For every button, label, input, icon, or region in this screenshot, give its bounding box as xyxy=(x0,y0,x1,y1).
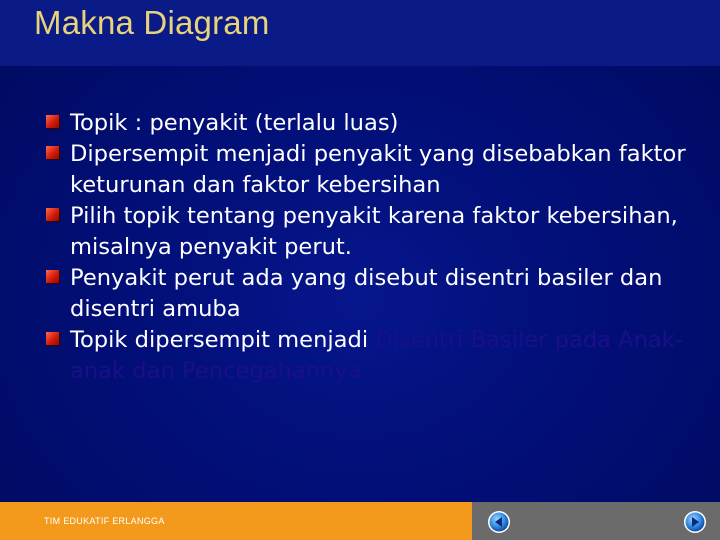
bullet-square-icon xyxy=(46,332,59,345)
bullet-list xyxy=(46,108,686,387)
footer-text: TIM EDUKATIF ERLANGGA xyxy=(44,516,165,526)
bullet-text: Penyakit perut ada yang disebut disentri basiler dan disentri amuba xyxy=(70,265,663,322)
bullet-square-icon xyxy=(46,146,59,159)
bullet-square-icon xyxy=(46,208,59,221)
bullet-item xyxy=(46,325,686,387)
bullet-text: Pilih topik tentang penyakit karena faktor kebersihan, misalnya penyakit perut. xyxy=(70,203,678,260)
bullet-text: Dipersempit menjadi penyakit yang disebabkan faktor keturunan dan faktor kebersihan xyxy=(70,141,686,198)
bullet-text: Topik dipersempit menjadi xyxy=(70,327,376,353)
bullet-item xyxy=(46,139,686,201)
bullet-item xyxy=(46,263,686,325)
bullet-item xyxy=(46,108,686,139)
next-slide-button[interactable] xyxy=(683,510,707,534)
bullet-item xyxy=(46,201,686,263)
bullet-text: Topik : penyakit (terlalu luas) xyxy=(70,110,399,136)
arrow-right-icon xyxy=(683,510,707,534)
previous-slide-button[interactable] xyxy=(487,510,511,534)
bullet-square-icon xyxy=(46,115,59,128)
bullet-square-icon xyxy=(46,270,59,283)
bullet-highlight-text: Disentri Basiler pada Anak-anak dan Pencegahannya. xyxy=(70,327,684,384)
arrow-left-icon xyxy=(487,510,511,534)
slide-title: Makna Diagram xyxy=(34,4,270,41)
